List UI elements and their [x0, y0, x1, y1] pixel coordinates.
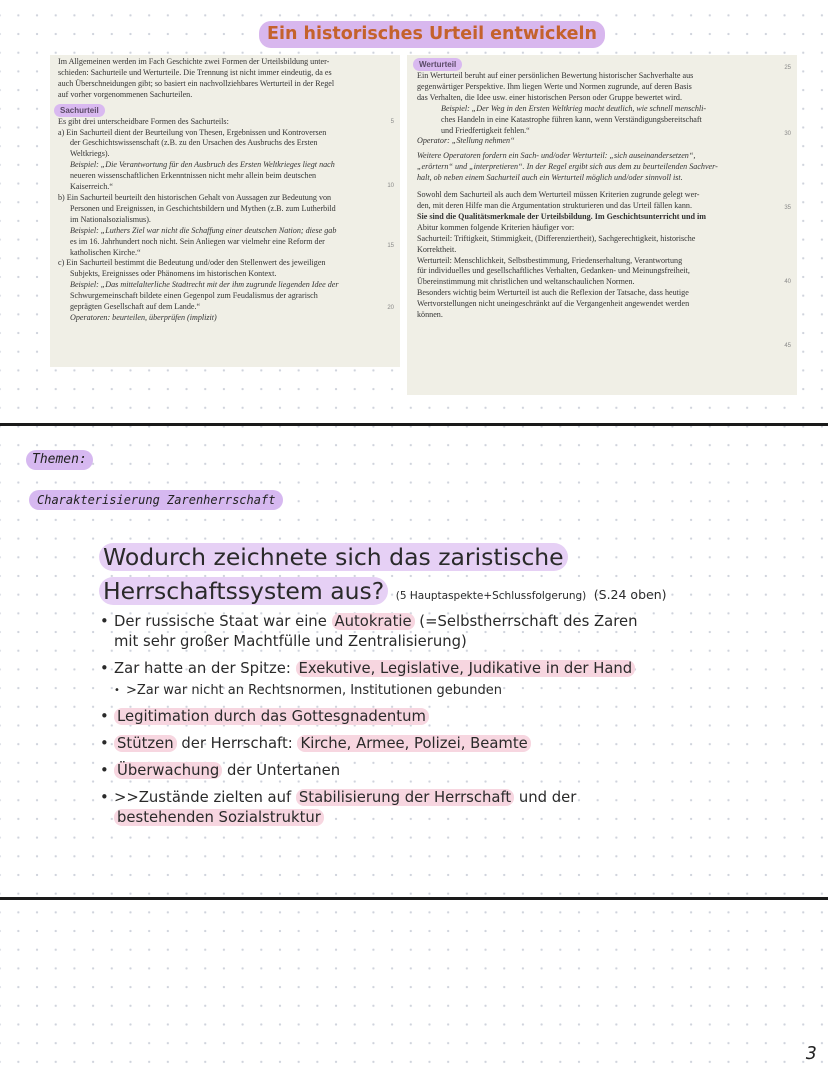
- text-line: für individuelles und gesellschaftliches Verhalten, Gedanken- und Meinungsfreiheit,: [417, 266, 690, 276]
- sachurteil-scan: [50, 55, 400, 367]
- text-line: Beispiel: „Der Weg in den Ersten Weltkrieg macht deutlich, wie schnell menschli-: [441, 103, 707, 113]
- themen-heading: Themen:: [26, 450, 93, 470]
- text: (=Selbstherrschaft des Zaren: [414, 613, 638, 630]
- highlight: Stabilisierung der Herrschaft: [296, 789, 514, 806]
- text-line: Schwurgemeinschaft bildete einen Gegenpol zum Feudalismus der agrarisch: [70, 291, 318, 301]
- line-number: 30: [784, 131, 791, 137]
- text-line: auf vorher vorgenommenen Sachurteilen.: [58, 89, 193, 99]
- text-line: Sie sind die Qualitätsmerkmale der Urteilsbildung. Im Geschichtsunterricht und im: [417, 211, 706, 221]
- highlight: bestehenden Sozialstruktur: [114, 809, 324, 826]
- list-item: [100, 612, 660, 652]
- highlight: Überwachung: [114, 762, 222, 779]
- section-divider: [0, 423, 828, 426]
- question-hint: (5 Hauptaspekte+Schlussfolgerung): [395, 590, 587, 602]
- question-line-1: [99, 542, 568, 573]
- text: der Herrschaft:: [176, 735, 298, 752]
- text-line: Kaiserreich.“: [70, 182, 113, 192]
- line-number: 35: [784, 205, 791, 211]
- text-line: gegenwärtiger Perspektive. Ihm liegen Werte und Normen zugrunde, auf deren Basis: [417, 81, 692, 91]
- text-line: Sowohl dem Sachurteil als auch dem Werturteil müssen Kriterien zugrunde gelegt wer-: [417, 190, 700, 200]
- text-line: Besonders wichtig beim Werturteil ist auch die Reflexion der Tatsache, dass heutige: [417, 288, 689, 298]
- text: Der russische Staat war eine: [114, 613, 332, 630]
- text-line: Ein Werturteil beruht auf einer persönlichen Bewertung historischer Sachverhalte aus: [417, 71, 694, 80]
- text-line: „erörtern“ und „interpretieren“. In der Regel ergibt sich aus dem zu beurteilenden Sachver-: [417, 162, 718, 172]
- text-line: im Nationalsozialismus).: [70, 214, 151, 224]
- question-text: Herrschaftssystem aus?: [99, 577, 388, 605]
- text-line: Abitur kommen folgende Kriterien häufiger vor:: [417, 222, 575, 232]
- list-item: [100, 761, 660, 781]
- item-a: [58, 128, 392, 193]
- text-line: Es gibt drei unterscheidbare Formen des Sachurteils:: [58, 116, 229, 126]
- highlight: Exekutive, Legislative, Judikative in der Hand: [296, 660, 636, 677]
- line-number: 10: [387, 183, 394, 189]
- line-number: 40: [784, 279, 791, 285]
- highlight: Autokratie: [332, 613, 415, 630]
- text-line: halt, ob neben einem Sachurteil auch ein Werturteil möglich und/oder sinnvoll ist.: [417, 173, 683, 183]
- line-number: 20: [387, 305, 394, 311]
- operator-line: Operator: „Stellung nehmen“: [417, 136, 515, 146]
- text-line: Werturteil: Menschlichkeit, Selbstbestimmung, Friedenserhaltung, Verantwortung: [417, 255, 683, 265]
- highlight: Stützen: [114, 735, 177, 752]
- text-line: katholischen Kirche.“: [70, 247, 141, 257]
- text-line: ches Handeln in eine Katastrophe führen kann, wenn Verständigungsbereitschaft: [441, 114, 702, 124]
- text-line: Weltkriegs).: [70, 149, 110, 159]
- text-line: Wertvorstellungen nicht uneingeschränkt auf die Vergangenheit angewendet werden: [417, 299, 690, 309]
- intro-paragraph: [58, 57, 392, 101]
- text-line: Beispiel: „Das mittelalterliche Stadtrecht mit der ihm zugrunde liegenden Idee der: [70, 280, 339, 290]
- item-b: [58, 193, 392, 258]
- text-line: es im 16. Jahrhundert noch nicht. Sein Anliegen war vielmehr eine Reform der: [70, 236, 325, 246]
- page-title: Ein historisches Urteil entwickeln: [259, 21, 605, 48]
- page-number: 3: [806, 1043, 817, 1064]
- text: mit sehr großer Machtfülle und Zentralisierung): [114, 633, 467, 650]
- text-line: Beispiel: „Die Verantwortung für den Ausbruch des Ersten Weltkrieges liegt nach: [70, 160, 335, 170]
- list-item: [100, 788, 660, 828]
- text-line: auch Überschneidungen gibt; so basiert ein nachvollziehbares Werturteil in der Regel: [58, 78, 335, 88]
- text: Zar hatte an der Spitze:: [114, 660, 296, 677]
- text-line: und Friedfertigkeit fehlen.“: [441, 125, 530, 135]
- question-text: Wodurch zeichnete sich das zaristische: [99, 543, 568, 571]
- werturteil-scan: [407, 55, 797, 395]
- text-line: Korrektheit.: [417, 244, 457, 254]
- line-number: 25: [784, 65, 791, 71]
- text: der Untertanen: [222, 762, 341, 779]
- text-line: schieden: Sachurteile und Werturteile. Die Trennung ist nicht immer eindeutig, da es: [58, 67, 332, 77]
- text-line: Im Allgemeinen werden im Fach Geschichte zwei Formen der Urteilsbildung unter-: [58, 57, 330, 66]
- text-line: a) Ein Sachurteil dient der Beurteilung von Thesen, Ergebnissen und Kontroversen: [58, 127, 327, 137]
- text-line: Sachurteil: Triftigkeit, Stimmigkeit, (Differenziertheit), Sachgerechtigkeit, historische: [417, 233, 696, 243]
- highlight: Kirche, Armee, Polizei, Beamte: [297, 735, 530, 752]
- question-page-ref: (S.24 oben): [593, 587, 667, 602]
- subject-heading: Charakterisierung Zarenherrschaft: [29, 490, 283, 510]
- sachurteil-heading: Sachurteil: [54, 104, 105, 117]
- text-line: der Geschichtswissenschaft (z.B. zu den Ursachen des Ausbruchs des Ersten: [70, 138, 318, 148]
- section-divider: [0, 897, 828, 900]
- text: >>Zustände zielten auf: [114, 789, 296, 806]
- text-line: geprägten Gesellschaft auf dem Lande.“: [70, 302, 201, 312]
- text-line: neueren wissenschaftlichen Erkenntnissen nicht mehr allein beim deutschen: [70, 171, 317, 181]
- text-line: c) Ein Sachurteil bestimmt die Bedeutung und/oder den Stellenwert des jeweiligen: [58, 258, 326, 268]
- text-line: Subjekts, Ereignisses oder Phänomens im historischen Kontext.: [70, 269, 277, 279]
- question-line-2: [99, 576, 667, 612]
- highlight: Legitimation durch das Gottesgnadentum: [114, 708, 429, 725]
- text-line: b) Ein Sachurteil beurteilt den historischen Gehalt von Aussagen zur Bedeutung von: [58, 192, 332, 202]
- list-item: [100, 734, 660, 754]
- text-line: Übereinstimmung mit christlichen und weltanschaulichen Normen.: [417, 277, 635, 287]
- operators-line: Operatoren: beurteilen, überprüfen (implizit): [70, 312, 217, 322]
- line-number: 15: [387, 243, 394, 249]
- item-c: [58, 258, 392, 323]
- text-line: Beispiel: „Luthers Ziel war nicht die Schaffung einer deutschen Nation; diese gab: [70, 225, 337, 235]
- list-item: [100, 707, 660, 727]
- text-line: Personen und Ereignissen, in Geschichtsbildern und Mythen (z.B. zum Lutherbild: [70, 203, 336, 213]
- text-line: den, mit deren Hilfe man die Argumentation strukturieren und das Urteil fällen kann.: [417, 200, 692, 210]
- text: und der: [514, 789, 577, 806]
- text-line: das Verhalten, die Idee usw. einer historischen Person oder Gruppe bewertet wird.: [417, 92, 682, 102]
- line-number: 5: [390, 119, 394, 125]
- answer-list: [100, 612, 660, 828]
- page-title-wrap: [259, 21, 597, 48]
- sub-list-item: • >Zar war nicht an Rechtsnormen, Institutionen gebunden: [100, 681, 660, 701]
- line-number: 45: [784, 343, 791, 349]
- text-line: Weitere Operatoren fordern ein Sach- und/oder Werturteil: „sich auseinandersetzen“,: [417, 151, 696, 161]
- list-item: [100, 659, 660, 679]
- werturteil-heading: Werturteil: [413, 58, 462, 71]
- text-line: können.: [417, 310, 443, 320]
